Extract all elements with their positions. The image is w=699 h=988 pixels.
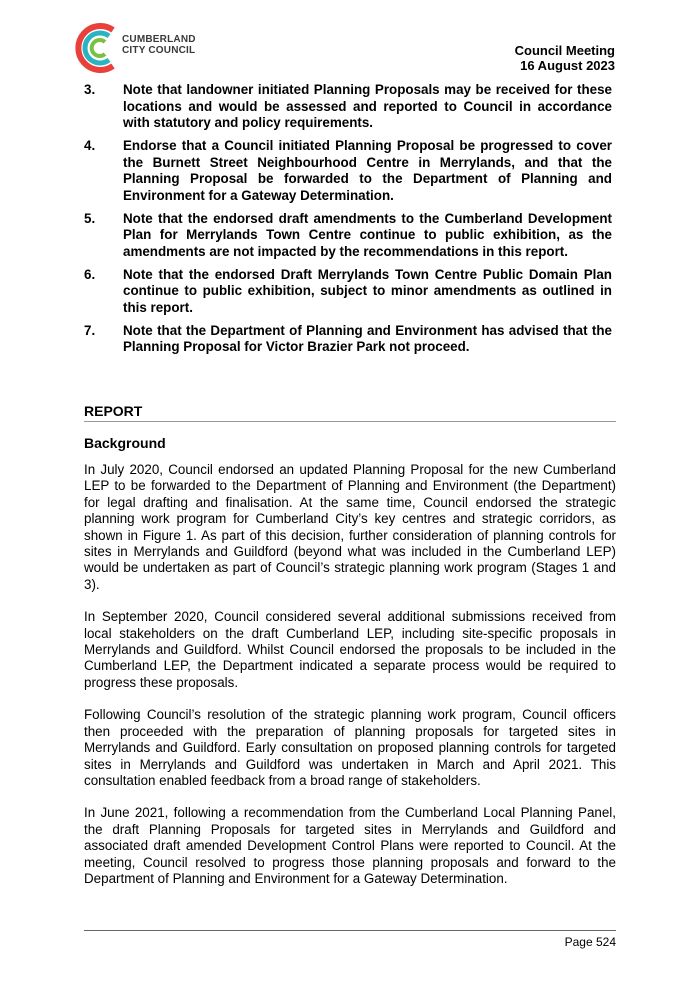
- paragraph: Following Council’s resolution of the strategic planning work program, Council officers then proceeded with the preparation of planning proposals for targeted sites in Merrylands and Guildford. Early consultation on proposed planning controls for targeted sites in Merrylands and Guildford was undertaken in March and April 2021. This consultation enabled feedback from a broad range of stakeholders.: [84, 707, 616, 788]
- meeting-date: 16 August 2023: [520, 58, 615, 73]
- meeting-info: [515, 43, 615, 73]
- recommendation-item: [84, 82, 612, 132]
- paragraph: In June 2021, following a recommendation from the Cumberland Local Planning Panel, the draft Planning Proposals for targeted sites in Merrylands and Guildford and associated draft amended Development Control Plans were reported to Council. At the meeting, Council resolved to progress those planning proposals and forward to the Department of Planning and Environment for a Gateway Determination.: [84, 805, 616, 886]
- recommendation-item: [84, 267, 612, 317]
- background-body: [84, 462, 616, 903]
- logo-line2: CITY COUNCIL: [122, 45, 196, 56]
- background-heading: Background: [84, 435, 166, 451]
- item-number: 4.: [84, 138, 96, 153]
- item-number: 6.: [84, 266, 96, 282]
- paragraph: In September 2020, Council considered several additional submissions received from local stakeholders on the draft Cumberland LEP, including site-specific proposals in Merrylands and Guildford. Whilst Council endorsed the proposals to be included in the Cumberland LEP, the Department indicated a separate process would be required to progress these proposals.: [84, 609, 616, 690]
- logo-line1: CUMBERLAND: [122, 34, 196, 45]
- paragraph: In July 2020, Council endorsed an updated Planning Proposal for the new Cumberland LEP to be forwarded to the Department of Planning and Environment (the Department) for legal drafting and finalisation. At the same time, Council endorsed the strategic planning work program for Cumberland City’s key centres and strategic corridors, as shown in Figure 1. As part of this decision, further consideration of planning controls for sites in Merrylands and Guildford (beyond what was included in the Cumberland LEP) would be undertaken as part of Council’s strategic planning work program (Stages 1 and 3).: [84, 462, 616, 592]
- item-number: 7.: [84, 322, 96, 338]
- item-text: Note that the endorsed Draft Merrylands Town Centre Public Domain Plan continue to public exhibition, subject to minor amendments as outlined in this report.: [123, 266, 612, 315]
- item-number: 3.: [84, 82, 96, 97]
- recommendation-item: [84, 211, 612, 261]
- council-logo-mark-icon: [73, 20, 121, 76]
- item-text: Note that landowner initiated Planning Proposals may be received for these locations and would be assessed and reported to Council in accordance with statutory and policy requirements.: [123, 82, 612, 130]
- item-number: 5.: [84, 210, 96, 226]
- footer-divider: [84, 930, 616, 931]
- council-logo: [73, 20, 203, 76]
- item-text: Note that the Department of Planning and Environment has advised that the Planning Proposal for Victor Brazier Park not proceed.: [123, 322, 612, 354]
- meeting-title: Council Meeting: [514, 43, 615, 58]
- item-text: Endorse that a Council initiated Planning Proposal be progressed to cover the Burnett Street Neighbourhood Centre in Merrylands, and that the Planning Proposal be forwarded to the Department of Planning and Environment for a Gateway Determination.: [123, 138, 612, 203]
- logo-text: [122, 34, 196, 56]
- recommendation-item: [84, 323, 612, 356]
- page-number: Page 524: [564, 935, 616, 949]
- report-heading: REPORT: [84, 403, 616, 422]
- recommendation-item: [84, 138, 612, 204]
- item-text: Note that the endorsed draft amendments to the Cumberland Development Plan for Merrylands Town Centre continue to public exhibition, as the amendments are not impacted by the recommendations in this report.: [123, 210, 612, 259]
- recommendation-list: [84, 82, 612, 362]
